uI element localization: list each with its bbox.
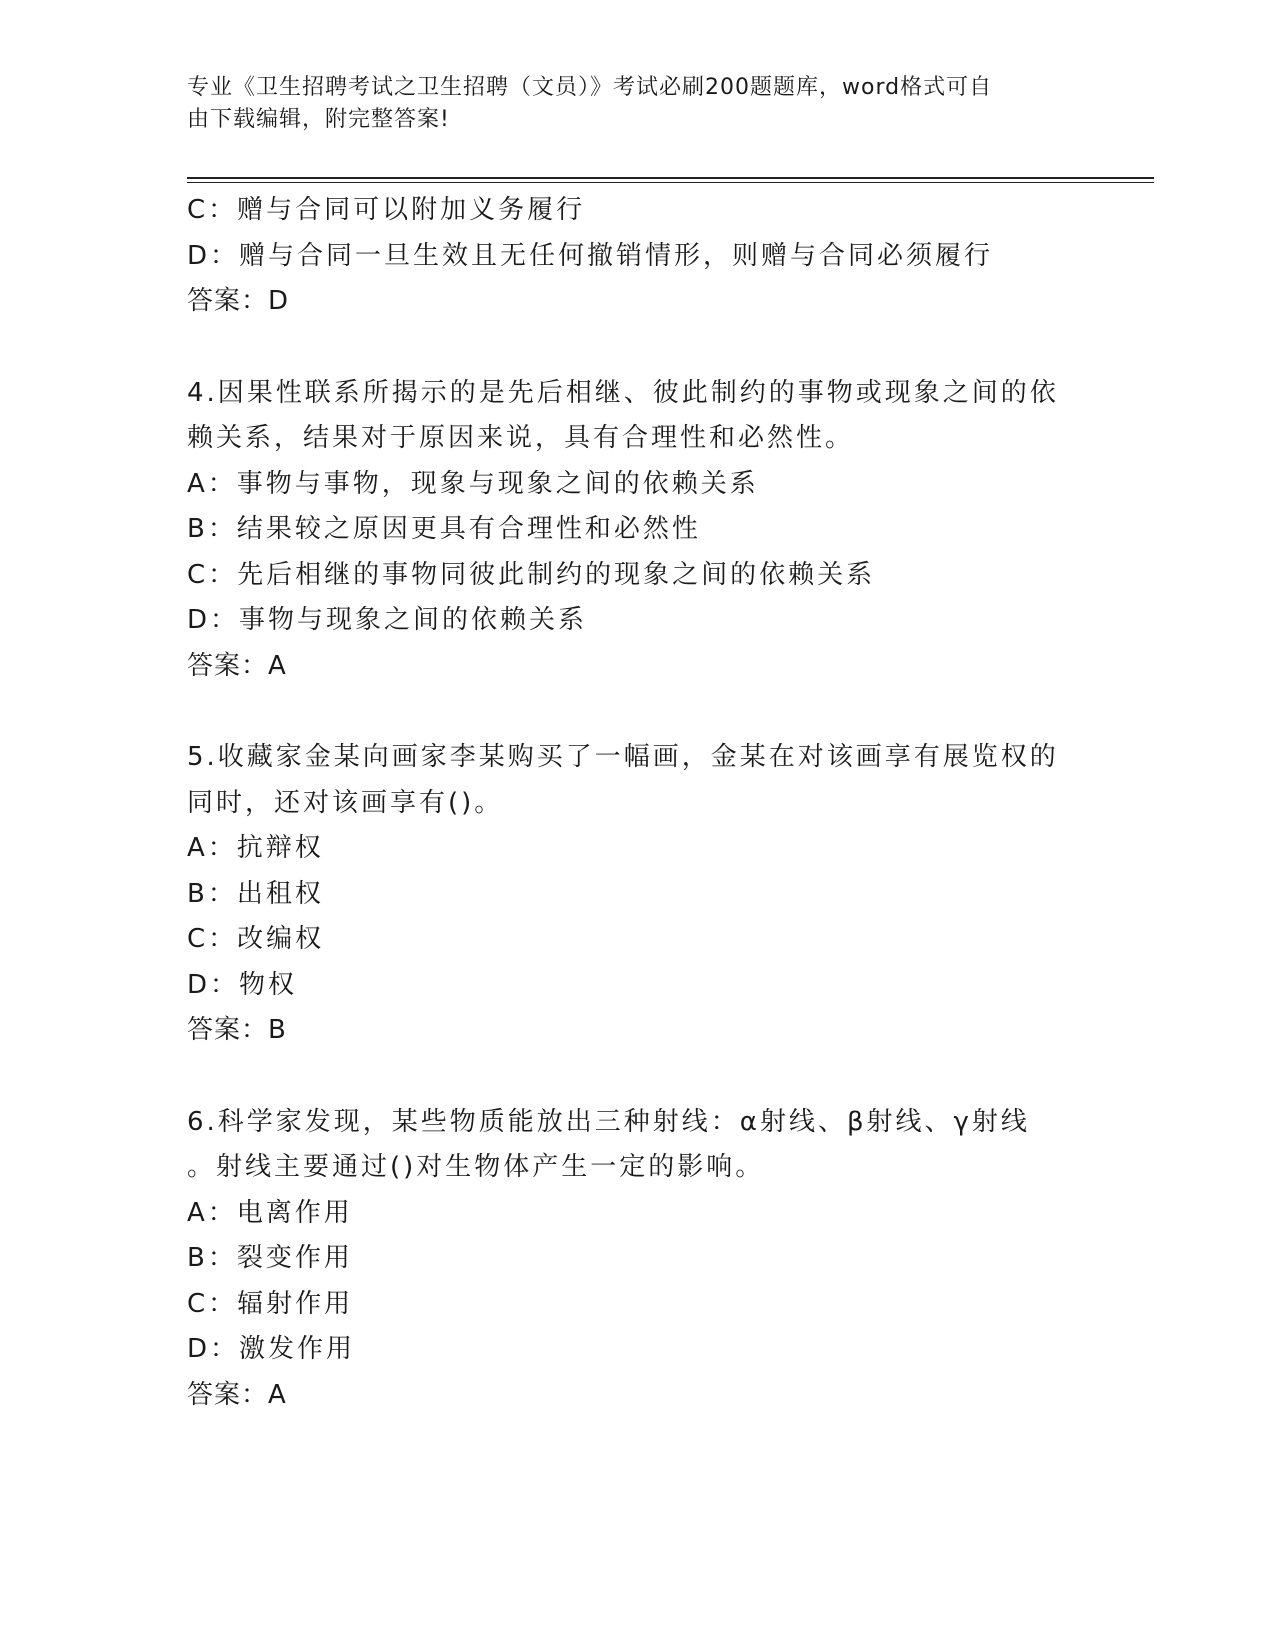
header-rule-thin xyxy=(187,182,1154,183)
header-line-2: 由下载编辑，附完整答案! xyxy=(187,107,450,132)
option-d: D：物权 xyxy=(187,969,298,1000)
option-a: A：电离作用 xyxy=(187,1197,353,1228)
question-stem-line: 同时，还对该画享有()。 xyxy=(187,787,504,818)
document-header xyxy=(187,72,1087,136)
question-fragment xyxy=(187,188,1087,325)
option-b: B：裂变作用 xyxy=(187,1243,353,1273)
header-rule-thick xyxy=(187,177,1154,179)
question-stem-line: 6.科学家发现，某些物质能放出三种射线：α射线、β射线、γ射线 xyxy=(187,1106,1030,1137)
option-d: D：赠与合同一旦生效且无任何撤销情形，则赠与合同必须履行 xyxy=(187,240,994,271)
question-4 xyxy=(187,371,1087,690)
option-c: C：先后相继的事物同彼此制约的现象之间的依赖关系 xyxy=(187,559,876,590)
option-c: C：辐射作用 xyxy=(187,1288,354,1319)
option-b: B：出租权 xyxy=(187,878,324,909)
option-d: D：激发作用 xyxy=(187,1334,356,1364)
answer-line: 答案：B xyxy=(187,1015,287,1045)
option-c: C：改编权 xyxy=(187,924,325,954)
option-b: B：结果较之原因更具有合理性和必然性 xyxy=(187,514,701,544)
question-stem-line: 。射线主要通过()对生物体产生一定的影响。 xyxy=(187,1152,765,1182)
answer-line: 答案：A xyxy=(187,1379,287,1410)
question-stem-line: 4.因果性联系所揭示的是先后相继、彼此制约的事物或现象之间的依 xyxy=(187,377,1059,408)
option-d: D：事物与现象之间的依赖关系 xyxy=(187,605,588,635)
question-stem-line: 5.收藏家金某向画家李某购买了一幅画，金某在对该画享有展览权的 xyxy=(187,742,1059,772)
question-stem-line: 赖关系，结果对于原因来说，具有合理性和必然性。 xyxy=(187,423,855,453)
header-line-1: 专业《卫生招聘考试之卫生招聘（文员）》考试必刷200题题库，word格式可自 xyxy=(187,75,993,100)
question-5 xyxy=(187,735,1087,1054)
option-a: A：事物与事物，现象与现象之间的依赖关系 xyxy=(187,468,759,499)
option-a: A：抗辩权 xyxy=(187,833,324,863)
answer-line: 答案：A xyxy=(187,650,287,681)
question-6 xyxy=(187,1100,1087,1419)
answer-line: 答案：D xyxy=(187,286,290,316)
question-list xyxy=(187,188,1087,1418)
option-c: C：赠与合同可以附加义务履行 xyxy=(187,195,586,225)
